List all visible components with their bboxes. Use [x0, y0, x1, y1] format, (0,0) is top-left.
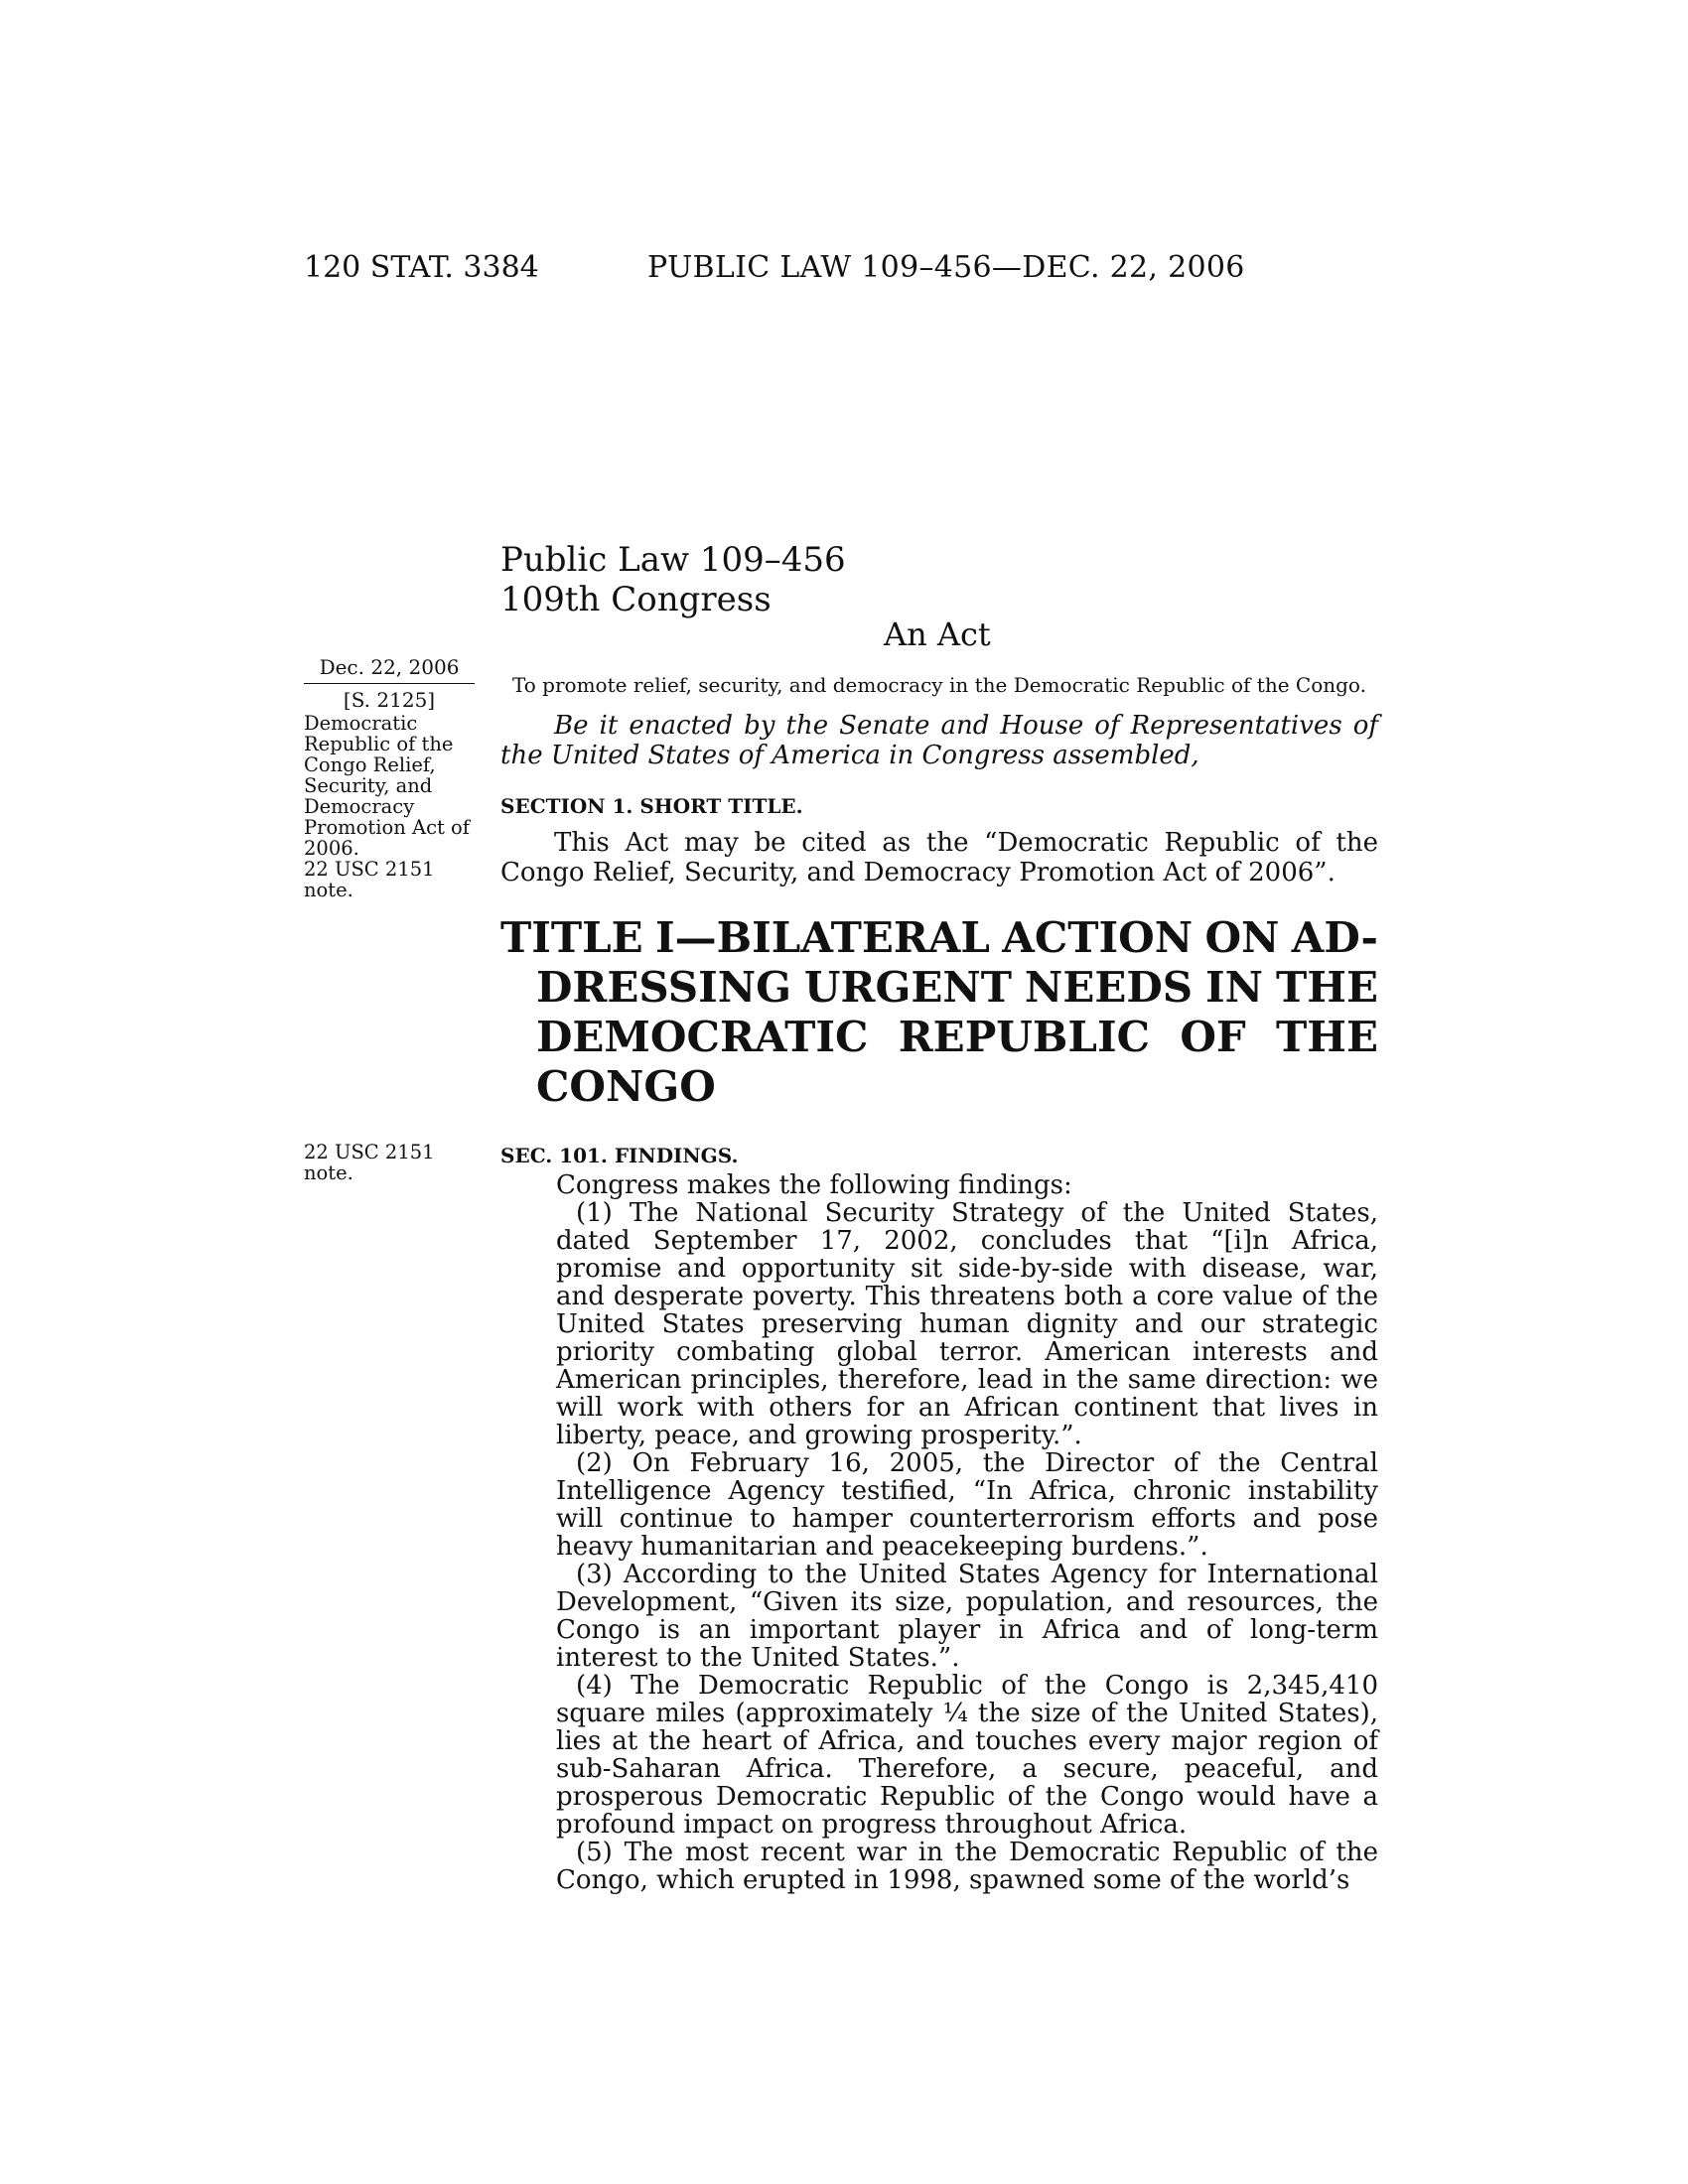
- title-word: URGENT: [803, 963, 1012, 1012]
- title-word: TITLE: [500, 913, 643, 962]
- findings-intro: Congress makes the following findings:: [556, 1170, 1072, 1200]
- title-word: DEMOCRATIC: [536, 1013, 869, 1061]
- margin-rule: [304, 683, 475, 684]
- title-word: THE: [1276, 963, 1378, 1012]
- title-line-4: CONGO: [536, 1062, 716, 1111]
- findings-body: [556, 1171, 1378, 1894]
- margin-note-line: Security, and: [304, 774, 433, 797]
- finding-5: [556, 1839, 1378, 1894]
- usc-note-line: note.: [304, 1161, 353, 1184]
- margin-short-title-note: [304, 713, 478, 900]
- section-1-heading: SECTION 1. SHORT TITLE.: [500, 794, 803, 818]
- title-1-heading: [500, 913, 1378, 1112]
- margin-note-line: 2006.: [304, 837, 359, 860]
- margin-note-line: Promotion Act of: [304, 816, 470, 839]
- title-word: REPUBLIC: [898, 1013, 1151, 1061]
- finding-text: (2) On February 16, 2005, the Director of the Central Intelligence Agency testified, “In Africa, chronic instability will continue to hamper counterterrorism efforts and pose heavy humanitarian and peacekeeping burdens.”.: [556, 1448, 1378, 1562]
- an-act-heading: An Act: [884, 615, 991, 653]
- title-line-3: [500, 1013, 1378, 1062]
- title-word: IN: [1205, 963, 1264, 1012]
- finding-text: (1) The National Security Strategy of the United States, dated September 17, 2002, concludes that “[i]n Africa, promise and opportunity sit side-by-side with disease, war, and desperate poverty. This threatens both a core value of the United States preserving human dignity and our strategic priority combating global terror. American interests and American principles, therefore, lead in the same direction: we will work with others for an African continent that lives in liberty, peace, and growing prosperity.”.: [556, 1198, 1378, 1450]
- title-word: AD-: [1291, 913, 1378, 962]
- title-word: DRESSING: [536, 963, 791, 1012]
- title-line-2: [500, 963, 1378, 1013]
- margin-note-line: Democratic: [304, 712, 418, 735]
- section-1-text-line-2: Congo Relief, Security, and Democracy Promotion Act of 2006”.: [500, 858, 1336, 887]
- usc-note-line: 22 USC 2151: [304, 1141, 435, 1163]
- title-word: ACTION: [1002, 913, 1194, 962]
- margin-usc-note: [304, 1142, 478, 1183]
- margin-note-line: Democracy: [304, 795, 415, 818]
- enactment-date: Dec. 22, 2006: [319, 655, 460, 679]
- margin-date-note: [304, 655, 475, 712]
- title-word: ON: [1204, 913, 1280, 962]
- enacting-clause-line-1: Be it enacted by the Senate and House of Representatives of: [554, 711, 1378, 741]
- running-title: PUBLIC LAW 109–456—DEC. 22, 2006: [647, 250, 1245, 285]
- law-identification: [500, 540, 846, 619]
- usc-note-line: note.: [304, 879, 353, 901]
- finding-4: [556, 1672, 1378, 1839]
- margin-note-line: Republic of the: [304, 733, 454, 755]
- usc-note-line: 22 USC 2151: [304, 858, 435, 881]
- finding-text: (3) According to the United States Agency for International Development, “Given its size, population, and resources, the Congo is an important player in Africa and of long-term interest to the United States.”.: [556, 1560, 1378, 1673]
- page-reference: 120 STAT. 3384: [304, 250, 539, 285]
- title-word: THE: [1276, 1013, 1378, 1061]
- section-1-text: [500, 828, 1378, 887]
- public-law-number: Public Law 109–456: [500, 540, 846, 580]
- finding-3: [556, 1561, 1378, 1672]
- bill-number: [S. 2125]: [343, 688, 436, 712]
- enacting-clause: [500, 711, 1378, 770]
- finding-text: (5) The most recent war in the Democratic Republic of the Congo, which erupted in 1998, spawned some of the world’s: [556, 1838, 1378, 1895]
- finding-2: [556, 1449, 1378, 1561]
- purpose-line: To promote relief, security, and democracy in the Democratic Republic of the Congo.: [512, 673, 1366, 697]
- margin-note-line: Congo Relief,: [304, 753, 436, 776]
- title-line-1: [500, 913, 1378, 963]
- section-1-text-line-1: This Act may be cited as the “Democratic Republic of the: [554, 828, 1378, 858]
- title-word: NEEDS: [1024, 963, 1194, 1012]
- title-word: I—BILATERAL: [655, 913, 990, 962]
- title-word: OF: [1180, 1013, 1246, 1061]
- finding-text: (4) The Democratic Republic of the Congo is 2,345,410 square miles (approximately ¼ the size of the United States), lies at the heart of Africa, and touches every major region of sub-Saharan Africa. Therefore, a secure, peaceful, and prosperous Democratic Republic of the Congo would have a profound impact on progress throughout Africa.: [556, 1671, 1378, 1840]
- section-101-heading: SEC. 101. FINDINGS.: [500, 1144, 739, 1167]
- enacting-clause-line-2: the United States of America in Congress assembled,: [500, 741, 1199, 770]
- finding-1: [556, 1199, 1378, 1449]
- congress-number: 109th Congress: [500, 580, 772, 619]
